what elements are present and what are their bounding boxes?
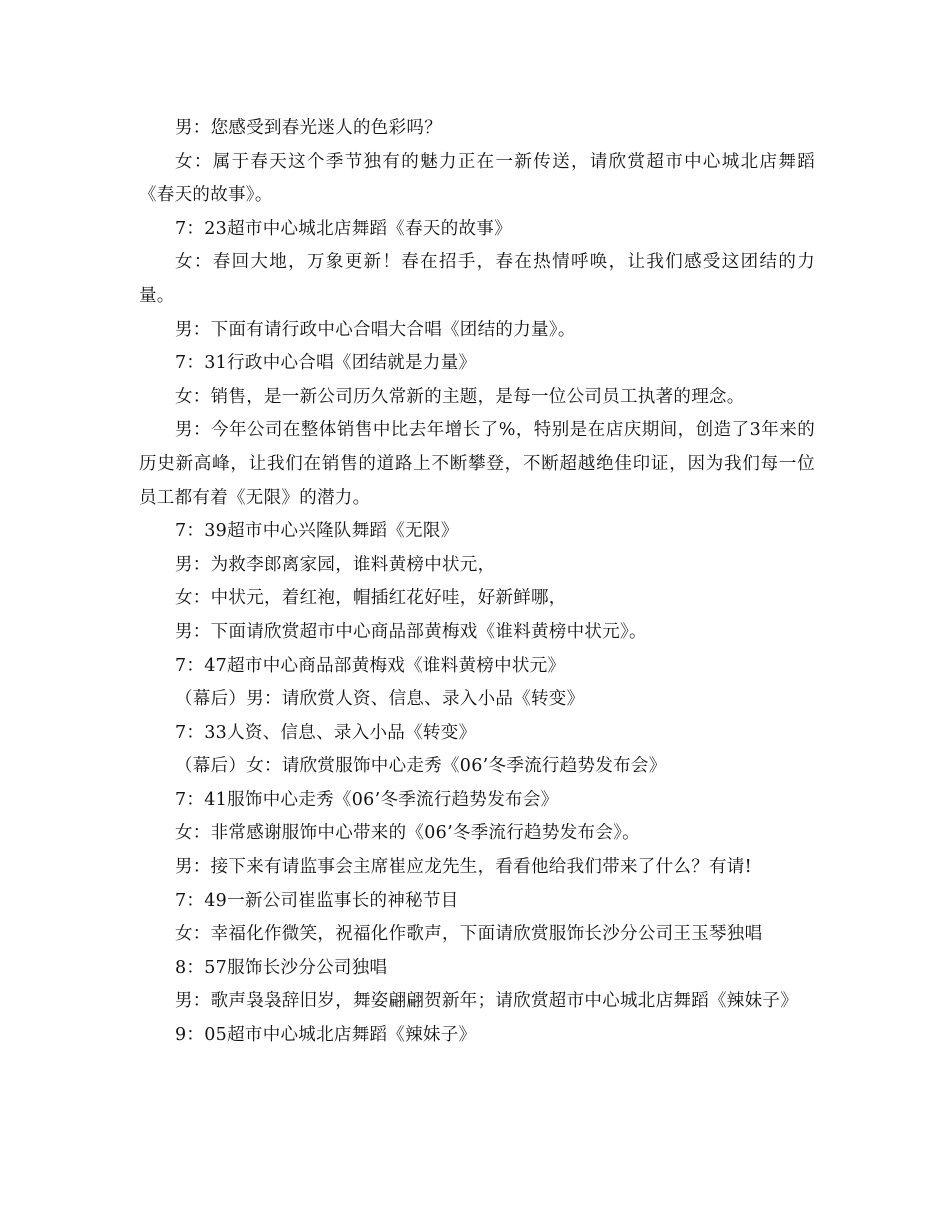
paragraph: 7：41服饰中心走秀《06’冬季流行趋势发布会》: [175, 789, 559, 810]
paragraph: 男：为救李郎离家园，谁料黄榜中状元，: [175, 554, 496, 575]
paragraph: 7：31行政中心合唱《团结就是力量》: [175, 353, 477, 374]
paragraph: 男：歌声袅袅辞旧岁，舞姿翩翩贺新年；请欣赏超市中心城北店舞蹈《辣妹子》: [175, 991, 798, 1012]
paragraph: 男：下面请欣赏超市中心商品部黄梅戏《谁料黄榜中状元》。: [175, 621, 647, 642]
paragraph: 女：幸福化作微笑，祝福化作歌声，下面请欣赏服饰长沙分公司王玉琴独唱: [175, 924, 763, 945]
paragraph: 7：47超市中心商品部黄梅戏《谁料黄榜中状元》: [175, 655, 566, 676]
paragraph: 男：接下来有请监事会主席崔应龙先生，看看他给我们带来了什么？有请!: [175, 857, 752, 878]
paragraph: 男：今年公司在整体销售中比去年增长了%，特别是在店庆期间，创造了3年来的历史新高峰，让我们在销售的道路上不断攀登，不断超越绝佳印证，因为我们每一位员工都有着《无限》的潜力。: [139, 420, 815, 508]
paragraph: （幕后）男：请欣赏人资、信息、录入小品《转变》: [175, 689, 585, 710]
paragraph: 女：销售，是一新公司历久常新的主题，是每一位公司员工执著的理念。: [175, 386, 745, 407]
paragraph: 7：39超市中心兴隆队舞蹈《无限》: [175, 521, 459, 542]
paragraph: 女：属于春天这个季节独有的魅力正在一新传送，请欣赏超市中心城北店舞蹈《春天的故事》。: [139, 151, 815, 206]
paragraph: 女：春回大地，万象更新！春在招手，春在热情呼唤，让我们感受这团结的力量。: [139, 252, 815, 306]
paragraph: 7：23超市中心城北店舞蹈《春天的故事》: [175, 218, 512, 239]
paragraph: 7：33人资、信息、录入小品《转变》: [175, 722, 477, 743]
paragraph: 男：您感受到春光迷人的色彩吗？: [175, 118, 442, 138]
paragraph: 女：中状元，着红袍，帽插红花好哇，好新鲜哪，: [175, 588, 567, 609]
paragraph: 男：下面有请行政中心合唱大合唱《团结的力量》。: [175, 319, 576, 340]
paragraph: 7：49一新公司崔监事长的神秘节目: [175, 890, 459, 911]
document-body: [139, 112, 815, 1053]
paragraph: 8：57服饰长沙分公司独唱: [175, 957, 388, 978]
paragraph: 女：非常感谢服饰中心带来的《06’冬季流行趋势发布会》。: [175, 823, 640, 844]
paragraph: 9：05超市中心城北店舞蹈《辣妹子》: [175, 1025, 477, 1046]
paragraph: （幕后）女：请欣赏服饰中心走秀《06’冬季流行趋势发布会》: [175, 756, 667, 777]
